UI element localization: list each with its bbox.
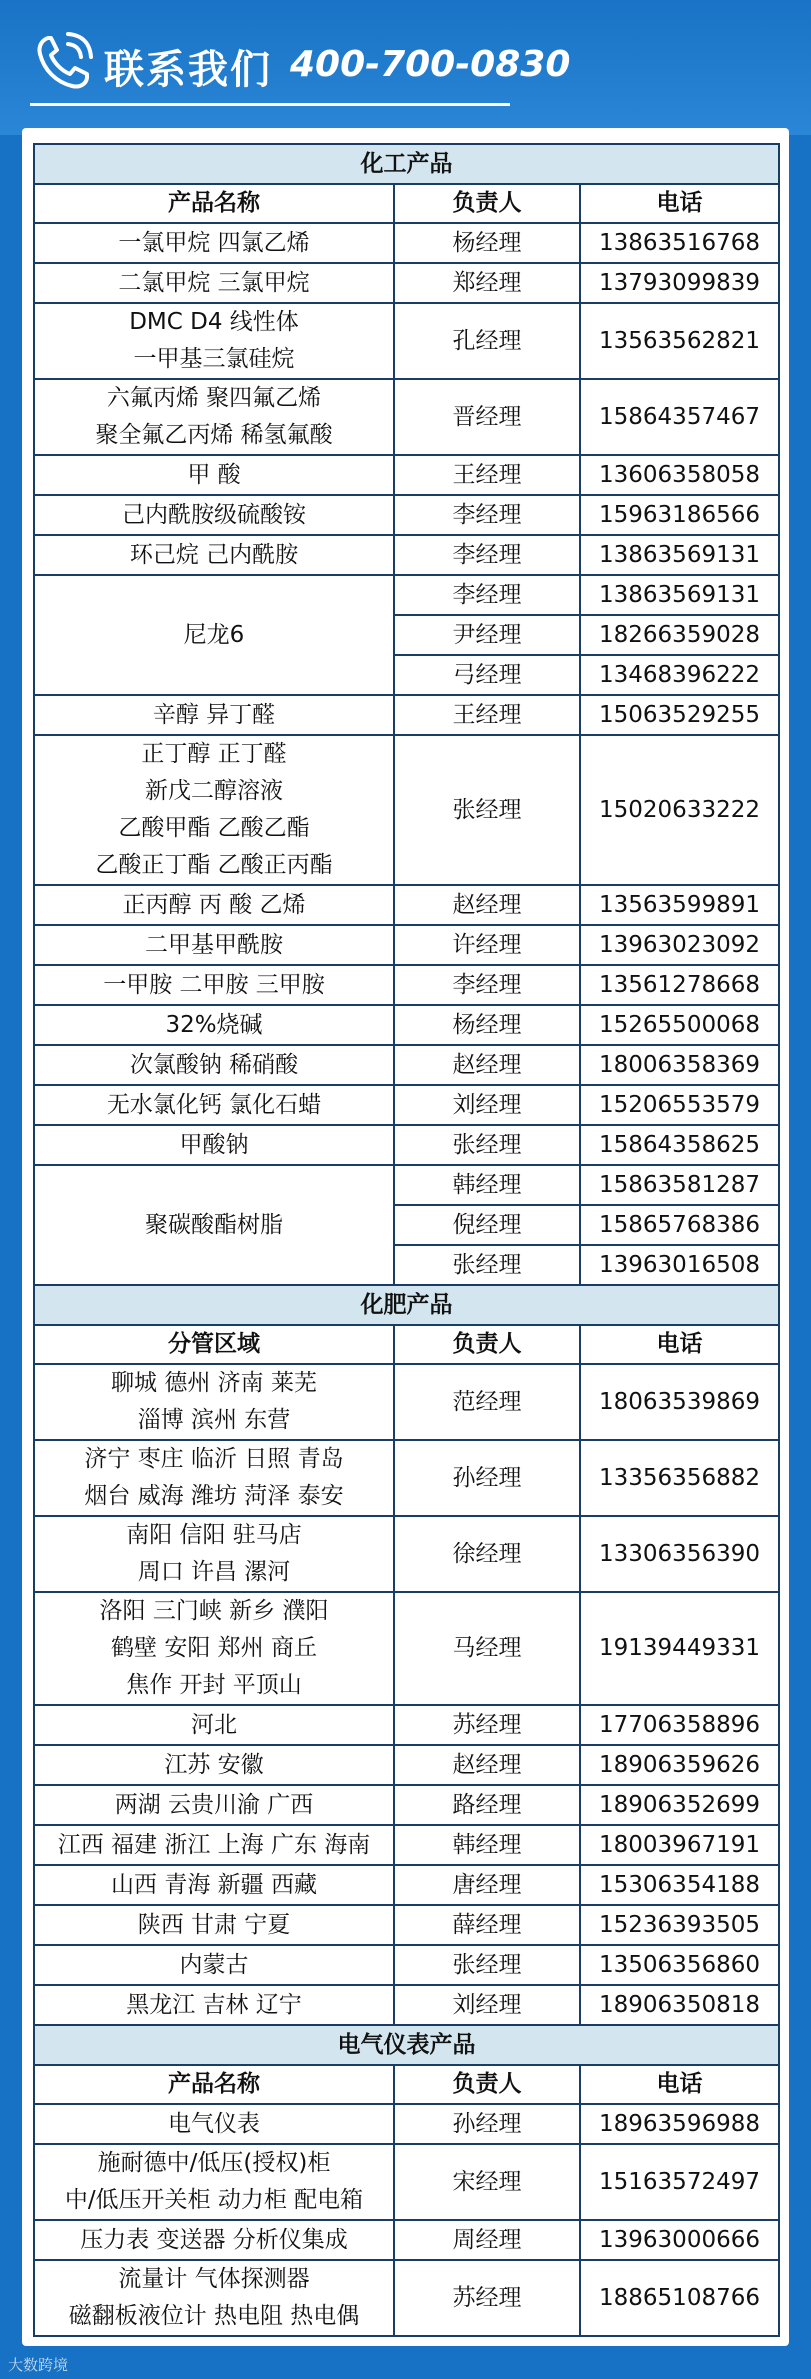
product-name-line: 六氟丙烯 聚四氟乙烯: [106, 385, 322, 411]
product-cell: [34, 1785, 394, 1825]
manager-name: 杨经理: [394, 1005, 580, 1045]
product-name-line: 二甲基甲酰胺: [145, 931, 283, 958]
product-cell: [34, 1045, 394, 1085]
table-row: [34, 1865, 779, 1905]
phone-number[interactable]: 15865768386: [580, 1205, 779, 1245]
manager-name: 张经理: [394, 1125, 580, 1165]
table-row: [34, 1785, 779, 1825]
product-name-line: 环己烷 己内酰胺: [129, 541, 299, 568]
product-cell: [34, 1005, 394, 1045]
phone-number[interactable]: 13468396222: [580, 655, 779, 695]
phone-number[interactable]: 15236393505: [580, 1905, 779, 1945]
manager-name: 李经理: [394, 575, 580, 615]
product-name-line: 新戊二醇溶液: [145, 778, 283, 804]
product-cell: [34, 735, 394, 885]
manager-name: 尹经理: [394, 615, 580, 655]
column-header: 负责人: [394, 1325, 580, 1364]
manager-name: 范经理: [394, 1364, 580, 1440]
table-row: [34, 1592, 779, 1705]
product-name-line: 洛阳 三门峡 新乡 濮阳: [99, 1598, 329, 1624]
product-name-line: 江苏 安徽: [164, 1751, 264, 1778]
product-name-line: 甲 酸: [187, 461, 241, 488]
product-name-line: 聚碳酸酯树脂: [145, 1211, 283, 1238]
product-name-line: 32%烧碱: [165, 1011, 263, 1038]
product-name-line: DMC D4 线性体: [129, 309, 299, 335]
phone-number[interactable]: 13963023092: [580, 925, 779, 965]
manager-name: 郑经理: [394, 263, 580, 303]
manager-name: 弓经理: [394, 655, 580, 695]
manager-name: 杨经理: [394, 223, 580, 263]
phone-number[interactable]: 18063539869: [580, 1364, 779, 1440]
phone-number[interactable]: 18003967191: [580, 1825, 779, 1865]
product-name-line: 一甲基三氯硅烷: [133, 346, 295, 372]
phone-number[interactable]: 13863569131: [580, 535, 779, 575]
manager-name: 马经理: [394, 1592, 580, 1705]
product-cell: [34, 1825, 394, 1865]
table-row: [34, 575, 779, 615]
table-row: [34, 2260, 779, 2336]
product-name-line: 南阳 信阳 驻马店: [126, 1522, 302, 1548]
table-row: [34, 1745, 779, 1785]
product-cell: [34, 885, 394, 925]
column-header: 产品名称: [34, 2065, 394, 2104]
manager-name: 宋经理: [394, 2144, 580, 2220]
product-name-line: 聊城 德州 济南 莱芜: [111, 1370, 317, 1396]
manager-name: 赵经理: [394, 885, 580, 925]
column-header: 负责人: [394, 2065, 580, 2104]
phone-number[interactable]: 13863516768: [580, 223, 779, 263]
phone-number[interactable]: 15863581287: [580, 1165, 779, 1205]
table-row: [34, 695, 779, 735]
phone-number[interactable]: 13606358058: [580, 455, 779, 495]
manager-name: 苏经理: [394, 1705, 580, 1745]
product-cell: [34, 1440, 394, 1516]
product-name-line: 黑龙江 吉林 辽宁: [126, 1991, 302, 2018]
section-title: 化工产品: [34, 144, 779, 184]
phone-number[interactable]: 13963016508: [580, 1245, 779, 1285]
column-header: 电话: [580, 184, 779, 223]
product-cell: [34, 2220, 394, 2260]
phone-number[interactable]: 15864358625: [580, 1125, 779, 1165]
manager-name: 孔经理: [394, 303, 580, 379]
product-name-line: 聚全氟乙丙烯 稀氢氟酸: [95, 422, 333, 448]
product-cell: [34, 2104, 394, 2144]
table-row: [34, 925, 779, 965]
manager-name: 苏经理: [394, 2260, 580, 2336]
section-title: 化肥产品: [34, 1285, 779, 1325]
manager-name: 晋经理: [394, 379, 580, 455]
product-name-line: 流量计 气体探测器: [118, 2266, 310, 2292]
phone-number[interactable]: 15163572497: [580, 2144, 779, 2220]
phone-number[interactable]: 13356356882: [580, 1440, 779, 1516]
table-row: [34, 1705, 779, 1745]
product-name-line: 二氯甲烷 三氯甲烷: [118, 269, 310, 296]
footer-strip: [0, 2349, 811, 2379]
manager-name: 李经理: [394, 535, 580, 575]
phone-number[interactable]: 15063529255: [580, 695, 779, 735]
table-row: [34, 263, 779, 303]
manager-name: 刘经理: [394, 1985, 580, 2025]
product-cell: [34, 223, 394, 263]
product-cell: [34, 1945, 394, 1985]
product-name-line: 山西 青海 新疆 西藏: [111, 1871, 317, 1898]
phone-number[interactable]: 18006358369: [580, 1045, 779, 1085]
product-cell: [34, 1705, 394, 1745]
manager-name: 刘经理: [394, 1085, 580, 1125]
product-name-line: 施耐德中/低压(授权)柜: [97, 2150, 331, 2176]
column-header: 电话: [580, 2065, 779, 2104]
product-cell: [34, 263, 394, 303]
phone-number[interactable]: 13506356860: [580, 1945, 779, 1985]
phone-number[interactable]: 18266359028: [580, 615, 779, 655]
phone-number[interactable]: 17706358896: [580, 1705, 779, 1745]
table-row: [34, 735, 779, 885]
product-name-line: 一甲胺 二甲胺 三甲胺: [103, 971, 325, 998]
table-row: [34, 2220, 779, 2260]
header-bar: [0, 0, 811, 135]
phone-number[interactable]: 18906359626: [580, 1745, 779, 1785]
product-cell: [34, 1865, 394, 1905]
product-name-line: 河北: [191, 1711, 237, 1738]
product-name-line: 周口 许昌 漯河: [137, 1559, 291, 1585]
phone-number[interactable]: 13563599891: [580, 885, 779, 925]
product-cell: [34, 303, 394, 379]
phone-number[interactable]: 13306356390: [580, 1516, 779, 1592]
product-cell: [34, 2144, 394, 2220]
table-row: [34, 1945, 779, 1985]
phone-number[interactable]: 18906350818: [580, 1985, 779, 2025]
table-row: [34, 1045, 779, 1085]
product-cell: [34, 2260, 394, 2336]
table-row: [34, 1440, 779, 1516]
phone-number[interactable]: 18963596988: [580, 2104, 779, 2144]
manager-name: 赵经理: [394, 1045, 580, 1085]
product-cell: [34, 1905, 394, 1945]
phone-number[interactable]: 19139449331: [580, 1592, 779, 1705]
phone-number[interactable]: 13561278668: [580, 965, 779, 1005]
phone-number[interactable]: 15206553579: [580, 1085, 779, 1125]
manager-name: 唐经理: [394, 1865, 580, 1905]
table-row: [34, 965, 779, 1005]
product-name-line: 正丁醇 正丁醛: [141, 741, 287, 767]
product-cell: [34, 1985, 394, 2025]
manager-name: 倪经理: [394, 1205, 580, 1245]
product-cell: [34, 575, 394, 695]
product-name-line: 甲酸钠: [179, 1131, 249, 1158]
product-name-line: 淄博 滨州 东营: [137, 1407, 291, 1433]
product-cell: [34, 695, 394, 735]
table-row: [34, 1516, 779, 1592]
manager-name: 赵经理: [394, 1745, 580, 1785]
product-name-line: 压力表 变送器 分析仪集成: [80, 2226, 348, 2253]
manager-name: 徐经理: [394, 1516, 580, 1592]
contact-table: [33, 143, 780, 2337]
phone-number[interactable]: 18865108766: [580, 2260, 779, 2336]
manager-name: 韩经理: [394, 1825, 580, 1865]
product-name-line: 电气仪表: [168, 2110, 260, 2137]
phone-number[interactable]: 18906352699: [580, 1785, 779, 1825]
product-cell: [34, 1364, 394, 1440]
manager-name: 王经理: [394, 695, 580, 735]
product-name-line: 济宁 枣庄 临沂 日照 青岛: [84, 1446, 344, 1472]
table-row: [34, 1364, 779, 1440]
table-row: [34, 1165, 779, 1205]
section-title-row: [34, 1285, 779, 1325]
manager-name: 张经理: [394, 735, 580, 885]
table-row: [34, 303, 779, 379]
manager-name: 孙经理: [394, 1440, 580, 1516]
product-name-line: 正丙醇 丙 酸 乙烯: [122, 891, 306, 918]
hotline-number[interactable]: 400-700-0830: [290, 44, 571, 85]
phone-number[interactable]: 13863569131: [580, 575, 779, 615]
table-row: [34, 495, 779, 535]
table-row: [34, 379, 779, 455]
page-title: 联系我们: [104, 47, 272, 93]
table-row: [34, 1085, 779, 1125]
manager-name: 张经理: [394, 1245, 580, 1285]
product-name-line: 焦作 开封 平顶山: [126, 1672, 302, 1698]
manager-name: 孙经理: [394, 2104, 580, 2144]
product-name-line: 内蒙古: [179, 1951, 249, 1978]
product-name-line: 江西 福建 浙江 上海 广东 海南: [57, 1831, 371, 1858]
table-row: [34, 455, 779, 495]
table-row: [34, 1005, 779, 1045]
phone-number[interactable]: 15963186566: [580, 495, 779, 535]
phone-number[interactable]: 15020633222: [580, 735, 779, 885]
product-name-line: 鹤壁 安阳 郑州 商丘: [111, 1635, 317, 1661]
phone-number[interactable]: 13793099839: [580, 263, 779, 303]
column-header-row: [34, 2065, 779, 2104]
product-cell: [34, 455, 394, 495]
column-header-row: [34, 1325, 779, 1364]
product-cell: [34, 1745, 394, 1785]
table-row: [34, 1905, 779, 1945]
manager-name: 张经理: [394, 1945, 580, 1985]
section-title: 电气仪表产品: [34, 2025, 779, 2065]
product-name-line: 一氯甲烷 四氯乙烯: [118, 229, 310, 256]
product-cell: [34, 1085, 394, 1125]
phone-number[interactable]: 13563562821: [580, 303, 779, 379]
product-name-line: 己内酰胺级硫酸铵: [122, 501, 306, 528]
product-name-line: 中/低压开关柜 动力柜 配电箱: [64, 2187, 364, 2213]
table-row: [34, 1825, 779, 1865]
manager-name: 许经理: [394, 925, 580, 965]
phone-number[interactable]: 13963000666: [580, 2220, 779, 2260]
phone-number[interactable]: 15864357467: [580, 379, 779, 455]
manager-name: 路经理: [394, 1785, 580, 1825]
product-name-line: 乙酸甲酯 乙酸乙酯: [118, 815, 310, 841]
product-cell: [34, 379, 394, 455]
column-header: 产品名称: [34, 184, 394, 223]
manager-name: 韩经理: [394, 1165, 580, 1205]
section-title-row: [34, 144, 779, 184]
product-name-line: 陕西 甘肃 宁夏: [137, 1911, 291, 1938]
manager-name: 王经理: [394, 455, 580, 495]
watermark: 大数跨境: [8, 2356, 69, 2374]
product-cell: [34, 1165, 394, 1285]
product-cell: [34, 1592, 394, 1705]
column-header: 电话: [580, 1325, 779, 1364]
table-row: [34, 1985, 779, 2025]
table-row: [34, 535, 779, 575]
product-cell: [34, 965, 394, 1005]
product-name-line: 次氯酸钠 稀硝酸: [129, 1051, 299, 1078]
product-name-line: 无水氯化钙 氯化石蜡: [106, 1091, 322, 1118]
product-name-line: 辛醇 异丁醛: [152, 701, 276, 728]
product-cell: [34, 1516, 394, 1592]
table-row: [34, 2144, 779, 2220]
contact-card: [22, 128, 789, 2346]
product-name-line: 两湖 云贵川渝 广西: [114, 1791, 314, 1818]
manager-name: 薛经理: [394, 1905, 580, 1945]
section-title-row: [34, 2025, 779, 2065]
table-row: [34, 885, 779, 925]
column-header: 分管区域: [34, 1325, 394, 1364]
manager-name: 李经理: [394, 495, 580, 535]
product-cell: [34, 495, 394, 535]
column-header-row: [34, 184, 779, 223]
manager-name: 周经理: [394, 2220, 580, 2260]
product-name-line: 尼龙6: [183, 621, 245, 648]
product-name-line: 磁翻板液位计 热电阻 热电偶: [68, 2303, 360, 2329]
phone-number[interactable]: 15265500068: [580, 1005, 779, 1045]
header-underline: [30, 103, 510, 106]
table-row: [34, 2104, 779, 2144]
product-cell: [34, 925, 394, 965]
product-name-line: 烟台 威海 潍坊 菏泽 泰安: [84, 1483, 344, 1509]
phone-icon: [30, 30, 94, 94]
manager-name: 李经理: [394, 965, 580, 1005]
table-row: [34, 1125, 779, 1165]
column-header: 负责人: [394, 184, 580, 223]
product-cell: [34, 1125, 394, 1165]
product-name-line: 乙酸正丁酯 乙酸正丙酯: [95, 852, 333, 878]
phone-number[interactable]: 15306354188: [580, 1865, 779, 1905]
product-cell: [34, 535, 394, 575]
table-row: [34, 223, 779, 263]
